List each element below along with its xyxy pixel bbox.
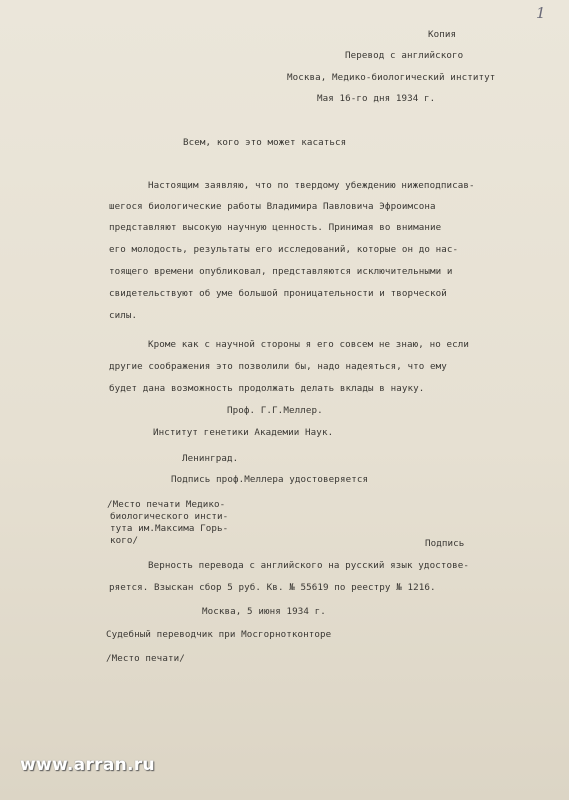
body-line: Настоящим заявляю, что по твердому убеждению нижеподписав- — [148, 180, 475, 191]
body-line: его молодость, результаты его исследований, которые он до нас- — [109, 244, 459, 255]
certification-date: Москва, 5 июня 1934 г. — [202, 606, 326, 617]
certification-line: ряется. Взыскан сбор 5 руб. Кв. № 55619 по реестру № 1216. — [109, 582, 436, 593]
seal-note-line: тута им.Максима Горь- — [110, 523, 229, 534]
translator-seal: /Место печати/ — [106, 653, 185, 664]
body-line: свидетельствуют об уме большой проницательности и творческой — [109, 288, 447, 299]
header-date: Мая 16-го дня 1934 г. — [317, 93, 436, 104]
body-line: силы. — [109, 310, 138, 321]
signature-attestation: Подпись проф.Меллера удостоверяется — [171, 474, 369, 485]
body-line: шегося биологические работы Владимира Павловича Эфроимсона — [109, 201, 436, 212]
body-line: Кроме как с научной стороны я его совсем не знаю, но если — [148, 339, 469, 350]
seal-note-line: кого/ — [110, 535, 139, 546]
translator-title: Судебный переводчик при Мосгорнотконторе — [106, 629, 332, 640]
signature-label: Подпись — [425, 538, 465, 549]
site-watermark: www.arran.ru — [20, 755, 155, 775]
certification-line: Верность перевода с английского на русский язык удостове- — [148, 560, 469, 571]
page-number: 1 — [536, 4, 546, 22]
copy-label: Копия — [428, 29, 457, 40]
seal-note-line: /Место печати Медико- — [107, 499, 226, 510]
body-line: представляют высокую научную ценность. Принимая во внимание — [109, 222, 442, 233]
seal-note-line: биологического инсти- — [110, 511, 229, 522]
header-place: Москва, Медико-биологический институт — [287, 72, 496, 83]
signatory-name: Проф. Г.Г.Меллер. — [227, 405, 323, 416]
signatory-institute: Институт генетики Академии Наук. — [153, 427, 334, 438]
body-line: будет дана возможность продолжать делать вклады в науку. — [109, 383, 425, 394]
salutation: Всем, кого это может касаться — [183, 137, 347, 148]
translation-note: Перевод с английского — [345, 50, 464, 61]
signatory-city: Ленинград. — [182, 453, 239, 464]
body-line: тоящего времени опубликовал, представляются исключительными и — [109, 266, 453, 277]
body-line: другие соображения это позволили бы, надо надеяться, что ему — [109, 361, 447, 372]
